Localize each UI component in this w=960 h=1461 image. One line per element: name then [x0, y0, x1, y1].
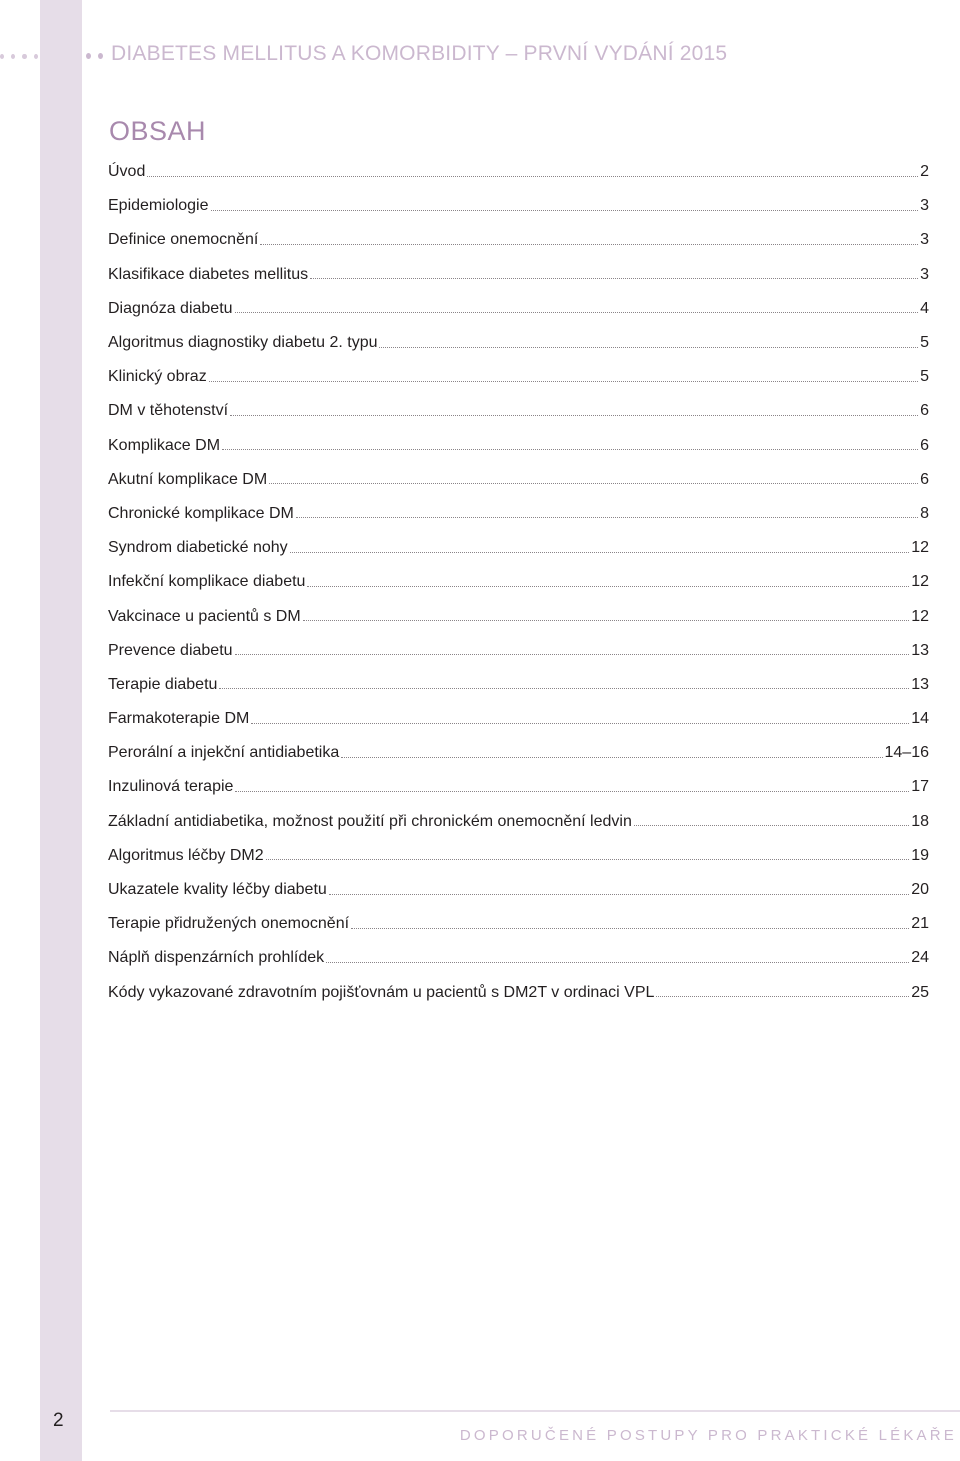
dot-leader [329, 894, 909, 895]
toc-entry[interactable] [108, 976, 929, 1010]
toc-entry-page: 24 [911, 949, 929, 967]
toc-entry-page: 5 [920, 368, 929, 386]
toc-entry-label: Definice onemocnění [108, 231, 259, 249]
toc-entry[interactable] [108, 839, 929, 873]
dot-leader [351, 928, 909, 929]
toc-entry-page: 6 [920, 470, 929, 488]
dot-leader [230, 415, 918, 416]
toc-entry-page: 8 [920, 504, 929, 522]
toc-entry[interactable] [108, 360, 929, 394]
toc-entry[interactable] [108, 634, 929, 668]
toc-entry[interactable] [108, 463, 929, 497]
dot-leader [296, 517, 918, 518]
toc-entry[interactable] [108, 668, 929, 702]
dot-leader [310, 278, 918, 279]
toc-entry-page: 4 [920, 299, 929, 317]
toc-entry-page: 3 [920, 265, 929, 283]
toc-entry[interactable] [108, 770, 929, 804]
dot-leader [303, 620, 910, 621]
toc-entry-label: Kódy vykazované zdravotním pojišťovnám u pacientů s DM2T v ordinaci VPL [108, 983, 655, 1001]
toc-entry-label: Algoritmus diagnostiky diabetu 2. typu [108, 334, 378, 352]
toc-entry-label: Algoritmus léčby DM2 [108, 846, 264, 864]
toc-entry-page: 13 [911, 641, 929, 659]
toc-entry-label: Klinický obraz [108, 368, 207, 386]
dot-leader [379, 347, 918, 348]
dot-leader [211, 210, 919, 211]
toc-entry-label: Farmakoterapie DM [108, 710, 250, 728]
toc-entry-page: 6 [920, 436, 929, 454]
toc-entry-page: 21 [911, 915, 929, 933]
toc-entry-label: Infekční komplikace diabetu [108, 573, 306, 591]
toc-entry-label: Vakcinace u pacientů s DM [108, 607, 301, 625]
toc-entry-label: Diagnóza diabetu [108, 299, 233, 317]
toc-entry[interactable] [108, 429, 929, 463]
dot-leader [341, 757, 882, 758]
toc-entry[interactable] [108, 599, 929, 633]
dot-leader [209, 381, 918, 382]
dot-leader [260, 244, 918, 245]
toc-entry-page: 2 [920, 163, 929, 181]
toc-entry[interactable] [108, 565, 929, 599]
toc-entry-label: Komplikace DM [108, 436, 221, 454]
toc-entry[interactable] [108, 805, 929, 839]
toc-entry[interactable] [108, 497, 929, 531]
dot-leader [656, 996, 909, 997]
toc-title: OBSAH [109, 116, 207, 146]
toc-entry[interactable] [108, 702, 929, 736]
dot-leader [269, 483, 918, 484]
toc-entry[interactable] [108, 907, 929, 941]
dot-icon [22, 54, 26, 59]
dot-leader [251, 723, 909, 724]
dot-leader [219, 688, 909, 689]
toc-entry-label: Terapie diabetu [108, 675, 218, 693]
toc-entry-page: 3 [920, 231, 929, 249]
toc-entry-label: Náplň dispenzárních prohlídek [108, 949, 325, 967]
toc-entry-page: 3 [920, 197, 929, 215]
toc-entry-page: 18 [911, 812, 929, 830]
toc-entry-page: 25 [911, 983, 929, 1001]
toc-entry-page: 19 [911, 846, 929, 864]
toc-entry[interactable] [108, 292, 929, 326]
toc-entry-label: Základní antidiabetika, možnost použití při chronickém onemocnění ledvin [108, 812, 632, 830]
toc-entry-label: Klasifikace diabetes mellitus [108, 265, 309, 283]
toc-entry[interactable] [108, 736, 929, 770]
toc-entry[interactable] [108, 941, 929, 975]
dot-icon [98, 53, 103, 59]
toc-entry-page: 17 [911, 778, 929, 796]
dot-leader [235, 654, 910, 655]
dot-leader [307, 586, 909, 587]
header-dots-decoration [0, 38, 110, 74]
footer-publication-title: DOPORUČENÉ POSTUPY PRO PRAKTICKÉ LÉKAŘE [459, 1427, 957, 1444]
dot-leader [235, 791, 909, 792]
toc-entry[interactable] [108, 873, 929, 907]
dot-icon [86, 53, 91, 59]
dot-icon [11, 54, 15, 59]
toc-entry-label: Terapie přidružených onemocnění [108, 915, 350, 933]
running-header-title: DIABETES MELLITUS A KOMORBIDITY – PRVNÍ VYDÁNÍ 2015 [111, 42, 728, 65]
dot-leader [634, 825, 909, 826]
dot-leader [266, 859, 910, 860]
dot-leader [235, 312, 919, 313]
toc-entry-label: Chronické komplikace DM [108, 504, 294, 522]
toc-entry[interactable] [108, 394, 929, 428]
toc-entry[interactable] [108, 223, 929, 257]
toc-entry[interactable] [108, 531, 929, 565]
dot-icon [0, 54, 4, 59]
toc-entry-label: Úvod [108, 163, 146, 181]
dot-leader [326, 962, 909, 963]
toc-entry-label: Epidemiologie [108, 197, 209, 215]
toc-entry[interactable] [108, 155, 929, 189]
side-color-band [40, 0, 82, 1461]
toc-entry-page: 12 [911, 607, 929, 625]
toc-entry[interactable] [108, 258, 929, 292]
toc-entry-label: Ukazatele kvality léčby diabetu [108, 881, 327, 899]
toc-entry-label: Perorální a injekční antidiabetika [108, 744, 340, 762]
dot-leader [290, 552, 910, 553]
toc-entry-label: Syndrom diabetické nohy [108, 539, 288, 557]
toc-entry-page: 20 [911, 881, 929, 899]
toc-entry-page: 14–16 [884, 744, 929, 762]
toc-entry[interactable] [108, 189, 929, 223]
toc-entry-page: 12 [911, 573, 929, 591]
toc-entry-page: 14 [911, 710, 929, 728]
table-of-contents [108, 155, 929, 1010]
footer-page-number: 2 [53, 1410, 64, 1431]
toc-entry-page: 5 [920, 334, 929, 352]
toc-entry[interactable] [108, 326, 929, 360]
toc-entry-label: Akutní komplikace DM [108, 470, 268, 488]
toc-entry-label: DM v těhotenství [108, 402, 229, 420]
dot-leader [147, 176, 918, 177]
toc-entry-label: Prevence diabetu [108, 641, 233, 659]
toc-entry-page: 13 [911, 675, 929, 693]
dot-leader [222, 449, 918, 450]
toc-entry-page: 12 [911, 539, 929, 557]
dot-icon [34, 54, 38, 59]
toc-entry-label: Inzulinová terapie [108, 778, 234, 796]
toc-entry-page: 6 [920, 402, 929, 420]
footer-divider [110, 1410, 960, 1412]
